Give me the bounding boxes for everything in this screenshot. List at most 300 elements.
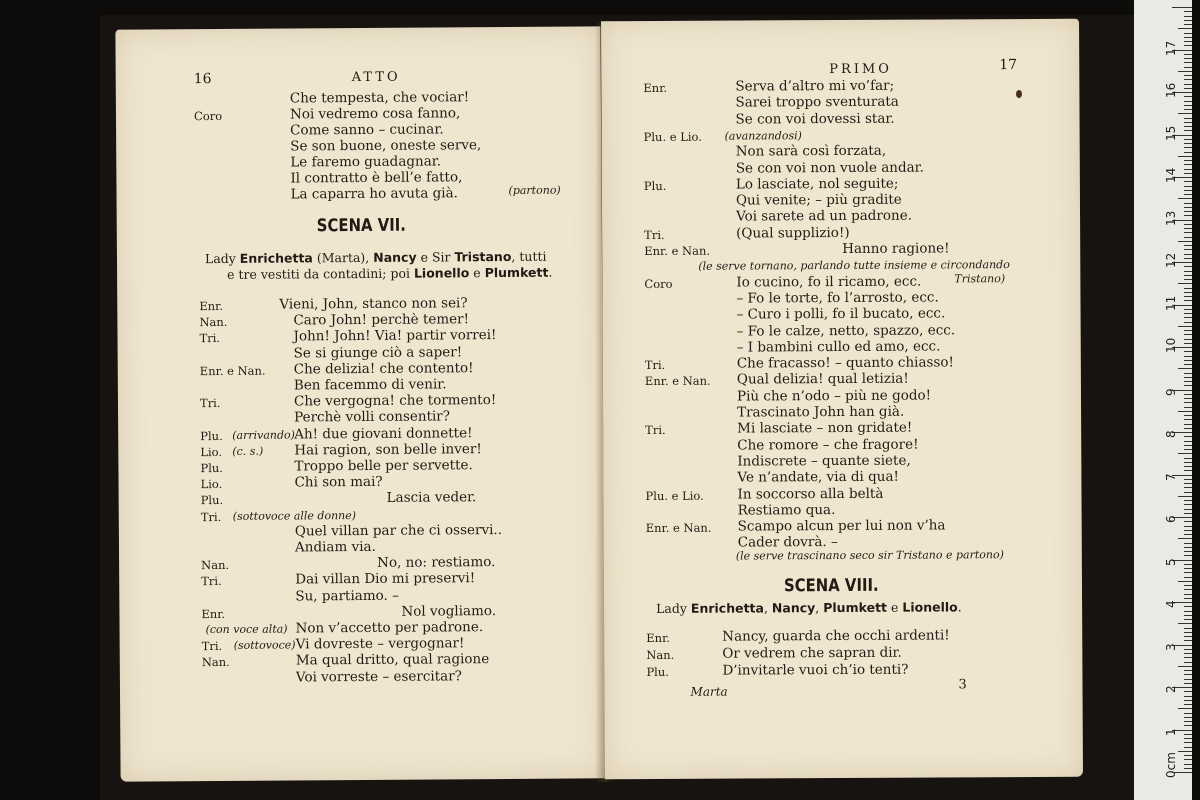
ruler-tick [1184,54,1192,55]
speaker-label: Plu. [643,178,667,193]
ruler-tick [1184,126,1192,127]
verse-line: Le faremo guadagnar. [290,153,442,171]
ruler-tick [1184,186,1192,187]
ruler-tick [1184,360,1192,361]
ruler-tick [1184,700,1192,701]
ruler-tick [1184,547,1192,548]
cast-text: e [469,265,485,281]
ruler-tick [1184,351,1192,352]
ruler-tick [1184,674,1192,675]
scene-title: SCENA VII. [316,215,406,237]
ruler-tick [1184,407,1192,408]
ruler-tick [1184,11,1192,12]
ruler-tick [1184,572,1192,573]
speaker-label: Coro [193,108,223,124]
ruler-tick [1184,96,1192,97]
ruler-tick [1184,755,1192,756]
ruler-tick [1184,436,1192,437]
ruler-tick [1178,326,1192,327]
ruler-label: 2 [1164,685,1178,693]
verse-line: John! John! Via! partir vorrei! [293,327,497,345]
speaker-label: Tri. [201,574,222,589]
ruler-tick [1184,279,1192,280]
verse-line: Vieni, John, stanco non sei? [279,295,468,313]
ruler-tick [1184,334,1192,335]
verse-line: Io cucino, fo il ricamo, ecc. [736,273,922,291]
verse-line: Indiscrete – quante siete, [737,452,911,470]
cast-name: Nancy [771,600,816,616]
ruler-tick [1184,424,1192,425]
ruler-tick [1178,453,1192,454]
verse-line: Restiamo qua. [737,501,836,519]
ruler-tick [1184,555,1192,556]
ruler-tick [1184,738,1192,739]
ruler-tick [1184,721,1192,722]
ruler-tick [1184,245,1192,246]
verse-line: Noi vedremo cosa fanno, [289,105,461,123]
speaker-label: Tri. [200,509,222,524]
ruler-tick [1184,585,1192,586]
ruler-tick [1184,254,1192,255]
cast-name: Enrichetta [239,250,313,266]
verse-line: Ma qual dritto, qual ragione [295,651,490,669]
verse-line: (Qual supplizio!) [736,224,850,242]
ruler-label: 10 [1164,337,1178,353]
ruler-label: 16 [1164,82,1178,98]
verse-line: Qui venite; – più gradite [735,191,902,209]
page-number: 17 [999,57,1018,74]
ruler-tick [1184,296,1192,297]
verse-line: Che tempesta, che vociar! [289,89,470,107]
ruler-tick [1184,105,1192,106]
ruler-tick [1184,377,1192,378]
stage-direction: (arrivando) [232,428,295,442]
speaker-label: Plu. e Lio. [645,488,704,503]
ruler-label: 11 [1164,295,1178,311]
cast-text: Lady [656,600,691,616]
ruler-tick [1184,160,1192,161]
ruler-tick [1184,415,1192,416]
verse-line: Il contratto è bell’e fatto, [290,169,463,187]
speaker-label: Plu. [200,428,223,443]
verse-line: Andiam via. [294,538,376,556]
ruler-tick [1178,198,1192,199]
ruler-tick [1184,713,1192,714]
stage-direction: (avanzandosi) [724,129,802,143]
ruler-tick [1184,509,1192,510]
ruler-tick [1184,611,1192,612]
verse-line: Cader dovrà. – [737,534,838,551]
cast-name: Nancy [373,249,417,265]
ruler-tick [1178,113,1192,114]
speaker-label: Coro [644,276,673,291]
verse-line: Nancy, guarda che occhi ardenti! [722,627,950,645]
running-head: ATTO [351,69,401,86]
cast-text: . [957,599,962,615]
ruler-label: 8 [1164,430,1178,438]
ruler-tick [1184,139,1192,140]
ruler-tick [1184,33,1192,34]
ruler-tick [1184,628,1192,629]
ruler-tick [1184,521,1192,522]
stage-direction: (con voce alta) [205,622,288,637]
ruler-label: 4 [1164,600,1178,608]
ruler-tick [1184,636,1192,637]
verse-line: Se si giunge ciò a saper! [293,343,463,362]
verse-line: Troppo belle per servette. [294,457,473,475]
stage-direction: (sottovoce) [233,638,296,653]
verse-line: Caro John! perchè temer! [293,311,470,329]
ruler-label: 17 [1164,40,1178,56]
verse-line: Lascia veder. [386,489,477,507]
ruler-tick [1178,496,1192,497]
speaker-label: Enr. e Nan. [645,520,712,536]
verse-line: Dai villan Dio mi preservi! [295,570,476,588]
verse-line: Nol vogliamo. [401,602,497,620]
verse-line: Voi sarete ad un padrone. [736,208,913,225]
ruler-tick [1184,207,1192,208]
ruler-tick [1184,543,1192,544]
speaker-label: Lio. [200,477,223,492]
cast-name: Plumkett [823,599,888,616]
ruler-tick [1184,534,1192,535]
ruler-tick [1184,237,1192,238]
ruler-tick [1184,215,1192,216]
ruler-tick [1178,241,1192,242]
ruler-tick [1184,466,1192,467]
verse-line: Serva d’altro mi vo’far; [735,77,895,95]
ruler-tick [1184,232,1192,233]
verse-line: Se con voi non vuole andar. [735,159,924,177]
ruler-tick [1184,364,1192,365]
verse-line: Su, partiamo. – [295,587,399,605]
stage-direction: (le serve trascinano seco sir Tristano e partono) [735,548,1004,563]
ruler-tick [1184,653,1192,654]
verse-line: Or vedrem che sapran dir. [722,644,902,662]
ruler-tick [1184,300,1192,301]
ruler-tick [1184,657,1192,658]
ruler-tick [1184,118,1192,119]
cast-line [227,265,552,283]
verse-line: Quel villan par che ci osservi.. [294,521,503,540]
verse-line: Scampo alcun per lui non v’ha [737,517,946,535]
stage-direction: (le serve tornano, parlando tutte insieme e circondando [698,258,1010,274]
ruler-tick [1184,190,1192,191]
ruler-tick [1184,258,1192,259]
speaker-label: Nan. [201,655,230,670]
verse-line: Ah! due giovani donnette! [294,424,473,443]
speaker-label: Tri. [644,227,665,242]
ruler-tick [1184,62,1192,63]
ruler-tick [1184,373,1192,374]
ruler-tick [1184,445,1192,446]
ruler-tick [1184,725,1192,726]
ruler-tick [1184,58,1192,59]
speaker-label: Tri. [201,639,223,654]
ruler-label: 5 [1164,557,1178,566]
ruler-tick [1184,649,1192,650]
speaker-label: Tri. [199,331,221,346]
ruler-tick [1184,398,1192,399]
verse-line: Mi lasciate – non gridate! [737,419,913,437]
ruler-tick [1184,249,1192,250]
ruler-tick [1184,568,1192,569]
ruler-tick [1178,28,1192,29]
ruler-tick [1184,441,1192,442]
verse-line: Voi vorreste – esercitar? [295,667,462,686]
verse-line: – Fo le torte, fo l’arrosto, ecc. [736,289,939,307]
ruler-tick [1184,164,1192,165]
ruler-label: 15 [1164,125,1178,141]
ruler-tick [1184,88,1192,89]
signature-mark: Marta [690,684,728,699]
verse-line: Più che n’odo – più ne godo! [736,387,932,405]
verse-line: Perchè volli consentir? [294,408,451,426]
cast-text: e [886,599,903,615]
ruler-tick [1184,742,1192,743]
verse-line: – Fo le calze, netto, spazzo, ecc. [736,321,956,340]
ruler-label: 3 [1164,642,1178,651]
ruler-tick [1184,526,1192,527]
ruler-tick [1184,470,1192,471]
ruler-tick [1184,479,1192,480]
ruler-tick [1184,394,1192,395]
ruler-tick [1178,71,1192,72]
ruler-tick [1178,411,1192,412]
cast-text: e Sir [416,249,455,265]
verse-line: Hanno ragione! [842,240,950,257]
ruler-tick [1184,16,1192,17]
cast-text: . [548,264,553,280]
ruler-tick [1184,500,1192,501]
ruler-tick [1178,581,1192,582]
ruler-tick [1178,283,1192,284]
ruler-tick [1184,266,1192,267]
cast-text: , [815,600,824,616]
running-head: PRIMO [829,61,892,78]
ruler-tick [1184,343,1192,344]
speaker-label: Nan. [201,558,230,573]
ruler-tick [1184,419,1192,420]
ruler-tick [1184,513,1192,514]
verse-line: Lo lasciate, nol seguite; [735,175,899,193]
ruler-tick [1184,143,1192,144]
ruler-tick [1184,147,1192,148]
verse-line: Trascinato John han già. [737,403,905,421]
ruler-tick [1184,322,1192,323]
ruler-tick [1172,7,1192,8]
verse-line: Che vergogna! che tormento! [293,392,497,410]
ruler-tick [1184,696,1192,697]
ruler-tick [1184,683,1192,684]
ruler-tick [1184,747,1192,748]
ruler-tick [1184,492,1192,493]
cast-text: Lady [204,250,240,267]
ruler-tick [1184,462,1192,463]
ruler-tick [1184,402,1192,403]
cast-name: Tristano [454,248,512,265]
stage-direction: (sottovoce alle donne) [232,508,357,523]
ruler-label: 12 [1164,252,1178,268]
cast-name: Enrichetta [690,600,764,616]
ruler-tick [1184,339,1192,340]
ruler-tick [1184,181,1192,182]
ruler-tick [1184,211,1192,212]
speaker-label: Enr. e Nan. [644,243,711,259]
measuring-ruler [1134,0,1192,800]
ruler-tick [1178,708,1192,709]
speaker-label: Nan. [646,647,675,663]
ruler-tick [1184,606,1192,607]
verse-line: Che delizia! che contento! [293,360,474,378]
verse-line: Che fracasso! – quanto chiasso! [736,354,954,372]
ruler-tick [1184,130,1192,131]
speaker-label: Plu. [200,460,223,476]
verse-line: Vi dovreste – vergognar! [295,635,465,653]
verse-line: Chi son mai? [294,474,383,491]
speaker-label: Plu. e Lio. [643,129,702,144]
ink-stain [1016,90,1022,98]
ruler-tick [1184,619,1192,620]
ruler-tick [1178,368,1192,369]
ruler-tick [1184,169,1192,170]
verse-line: – I bambini cullo ed amo, ecc. [736,338,941,356]
stage-direction-continued: Tristano) [954,272,1006,286]
ruler-tick [1184,704,1192,705]
verse-line: Sarei troppo sventurata [735,93,899,111]
cast-text: , [763,600,772,616]
ruler-tick [1184,224,1192,225]
cast-text: e tre vestiti da contadini; poi [227,265,414,282]
ruler-tick [1184,67,1192,68]
verse-line: Qual delizia! qual letizia! [736,371,909,388]
speaker-label: Enr. [201,606,226,621]
ruler-tick [1178,538,1192,539]
ruler-tick [1184,504,1192,505]
ruler-tick [1178,751,1192,752]
ruler-tick [1184,275,1192,276]
ruler-tick [1178,666,1192,667]
ruler-tick [1184,41,1192,42]
ruler-tick [1184,152,1192,153]
cast-name: Lionello [413,265,470,281]
ruler-tick [1184,109,1192,110]
verse-line: Se son buone, oneste serve, [290,137,482,155]
stage-direction: (c. s.) [232,444,264,458]
ruler-label: 0cm [1164,752,1178,778]
verse-line: La caparra ho avuta già. [290,185,458,203]
ruler-tick [1184,428,1192,429]
verse-line: No, no: restiamo. [377,554,496,572]
ruler-tick [1184,670,1192,671]
speaker-label: Plu. [200,493,224,508]
speaker-label: Tri. [199,396,221,411]
ruler-tick [1184,640,1192,641]
ruler-tick [1184,734,1192,735]
ruler-label: 1 [1164,727,1178,736]
ruler-tick [1184,759,1192,760]
ruler-tick [1178,623,1192,624]
speaker-label: Enr. [643,80,668,96]
cast-text: , tutti [511,248,547,264]
right-page [601,19,1083,779]
ruler-tick [1184,598,1192,599]
ruler-tick [1184,228,1192,229]
ruler-label: 6 [1164,515,1178,523]
speaker-label: Enr. e Nan. [644,374,711,389]
speaker-label: Nan. [199,315,228,330]
ruler-tick [1184,194,1192,195]
verse-line: D’invitarle vuoi ch’io tenti? [722,661,909,679]
ruler-tick [1184,309,1192,310]
ruler-tick [1184,75,1192,76]
speaker-label: Enr. [199,298,224,314]
ruler-tick [1184,79,1192,80]
ruler-tick [1184,330,1192,331]
ruler-tick [1184,20,1192,21]
cast-text: (Marta), [312,249,374,266]
ruler-tick [1184,317,1192,318]
ruler-tick [1184,577,1192,578]
speaker-label: Enr. [646,630,670,646]
verse-line: Se con voi dovessi star. [735,110,895,128]
ruler-tick [1184,458,1192,459]
verse-line: Come sanno – cucinar. [290,121,444,139]
ruler-tick [1184,122,1192,123]
ruler-tick [1184,691,1192,692]
ruler-tick [1184,679,1192,680]
ruler-tick [1184,381,1192,382]
ruler-tick [1184,487,1192,488]
verse-line: In soccorso alla beltà [737,485,884,503]
ruler-tick [1184,530,1192,531]
speaker-label: Plu. [646,664,669,680]
ruler-tick [1184,589,1192,590]
ruler-tick [1184,768,1192,769]
verse-line: Non sarà così forzata, [735,142,887,160]
verse-line: Ve n’andate, via di qua! [737,468,900,486]
speaker-label: Lio. [200,444,223,459]
ruler-tick [1184,24,1192,25]
ruler-label: 7 [1164,472,1178,481]
speaker-label: Tri. [645,423,666,438]
ruler-tick [1184,292,1192,293]
ruler-tick [1184,385,1192,386]
ruler-label: 13 [1164,210,1178,226]
ruler-tick [1184,615,1192,616]
scene-title: SCENA VIII. [783,575,879,597]
ruler-tick [1178,156,1192,157]
ruler-tick [1184,564,1192,565]
verse-line: Che romore – che fragore! [737,436,919,454]
ruler-tick [1184,101,1192,102]
cast-name: Plumkett [484,264,549,281]
verse-line: Ben facemmo di venir. [293,376,447,394]
ruler-tick [1184,84,1192,85]
signature-number: 3 [958,677,967,693]
cast-name: Lionello [902,599,958,615]
cast-line [656,599,962,617]
page-number: 16 [193,71,212,88]
stage-direction: (partono) [508,183,561,197]
left-page [115,26,605,781]
ruler-tick [1184,173,1192,174]
ruler-tick [1184,288,1192,289]
ruler-tick [1184,483,1192,484]
speaker-label: Tri. [644,358,666,373]
speaker-label: Enr. e Nan. [199,363,266,378]
ruler-tick [1184,271,1192,272]
